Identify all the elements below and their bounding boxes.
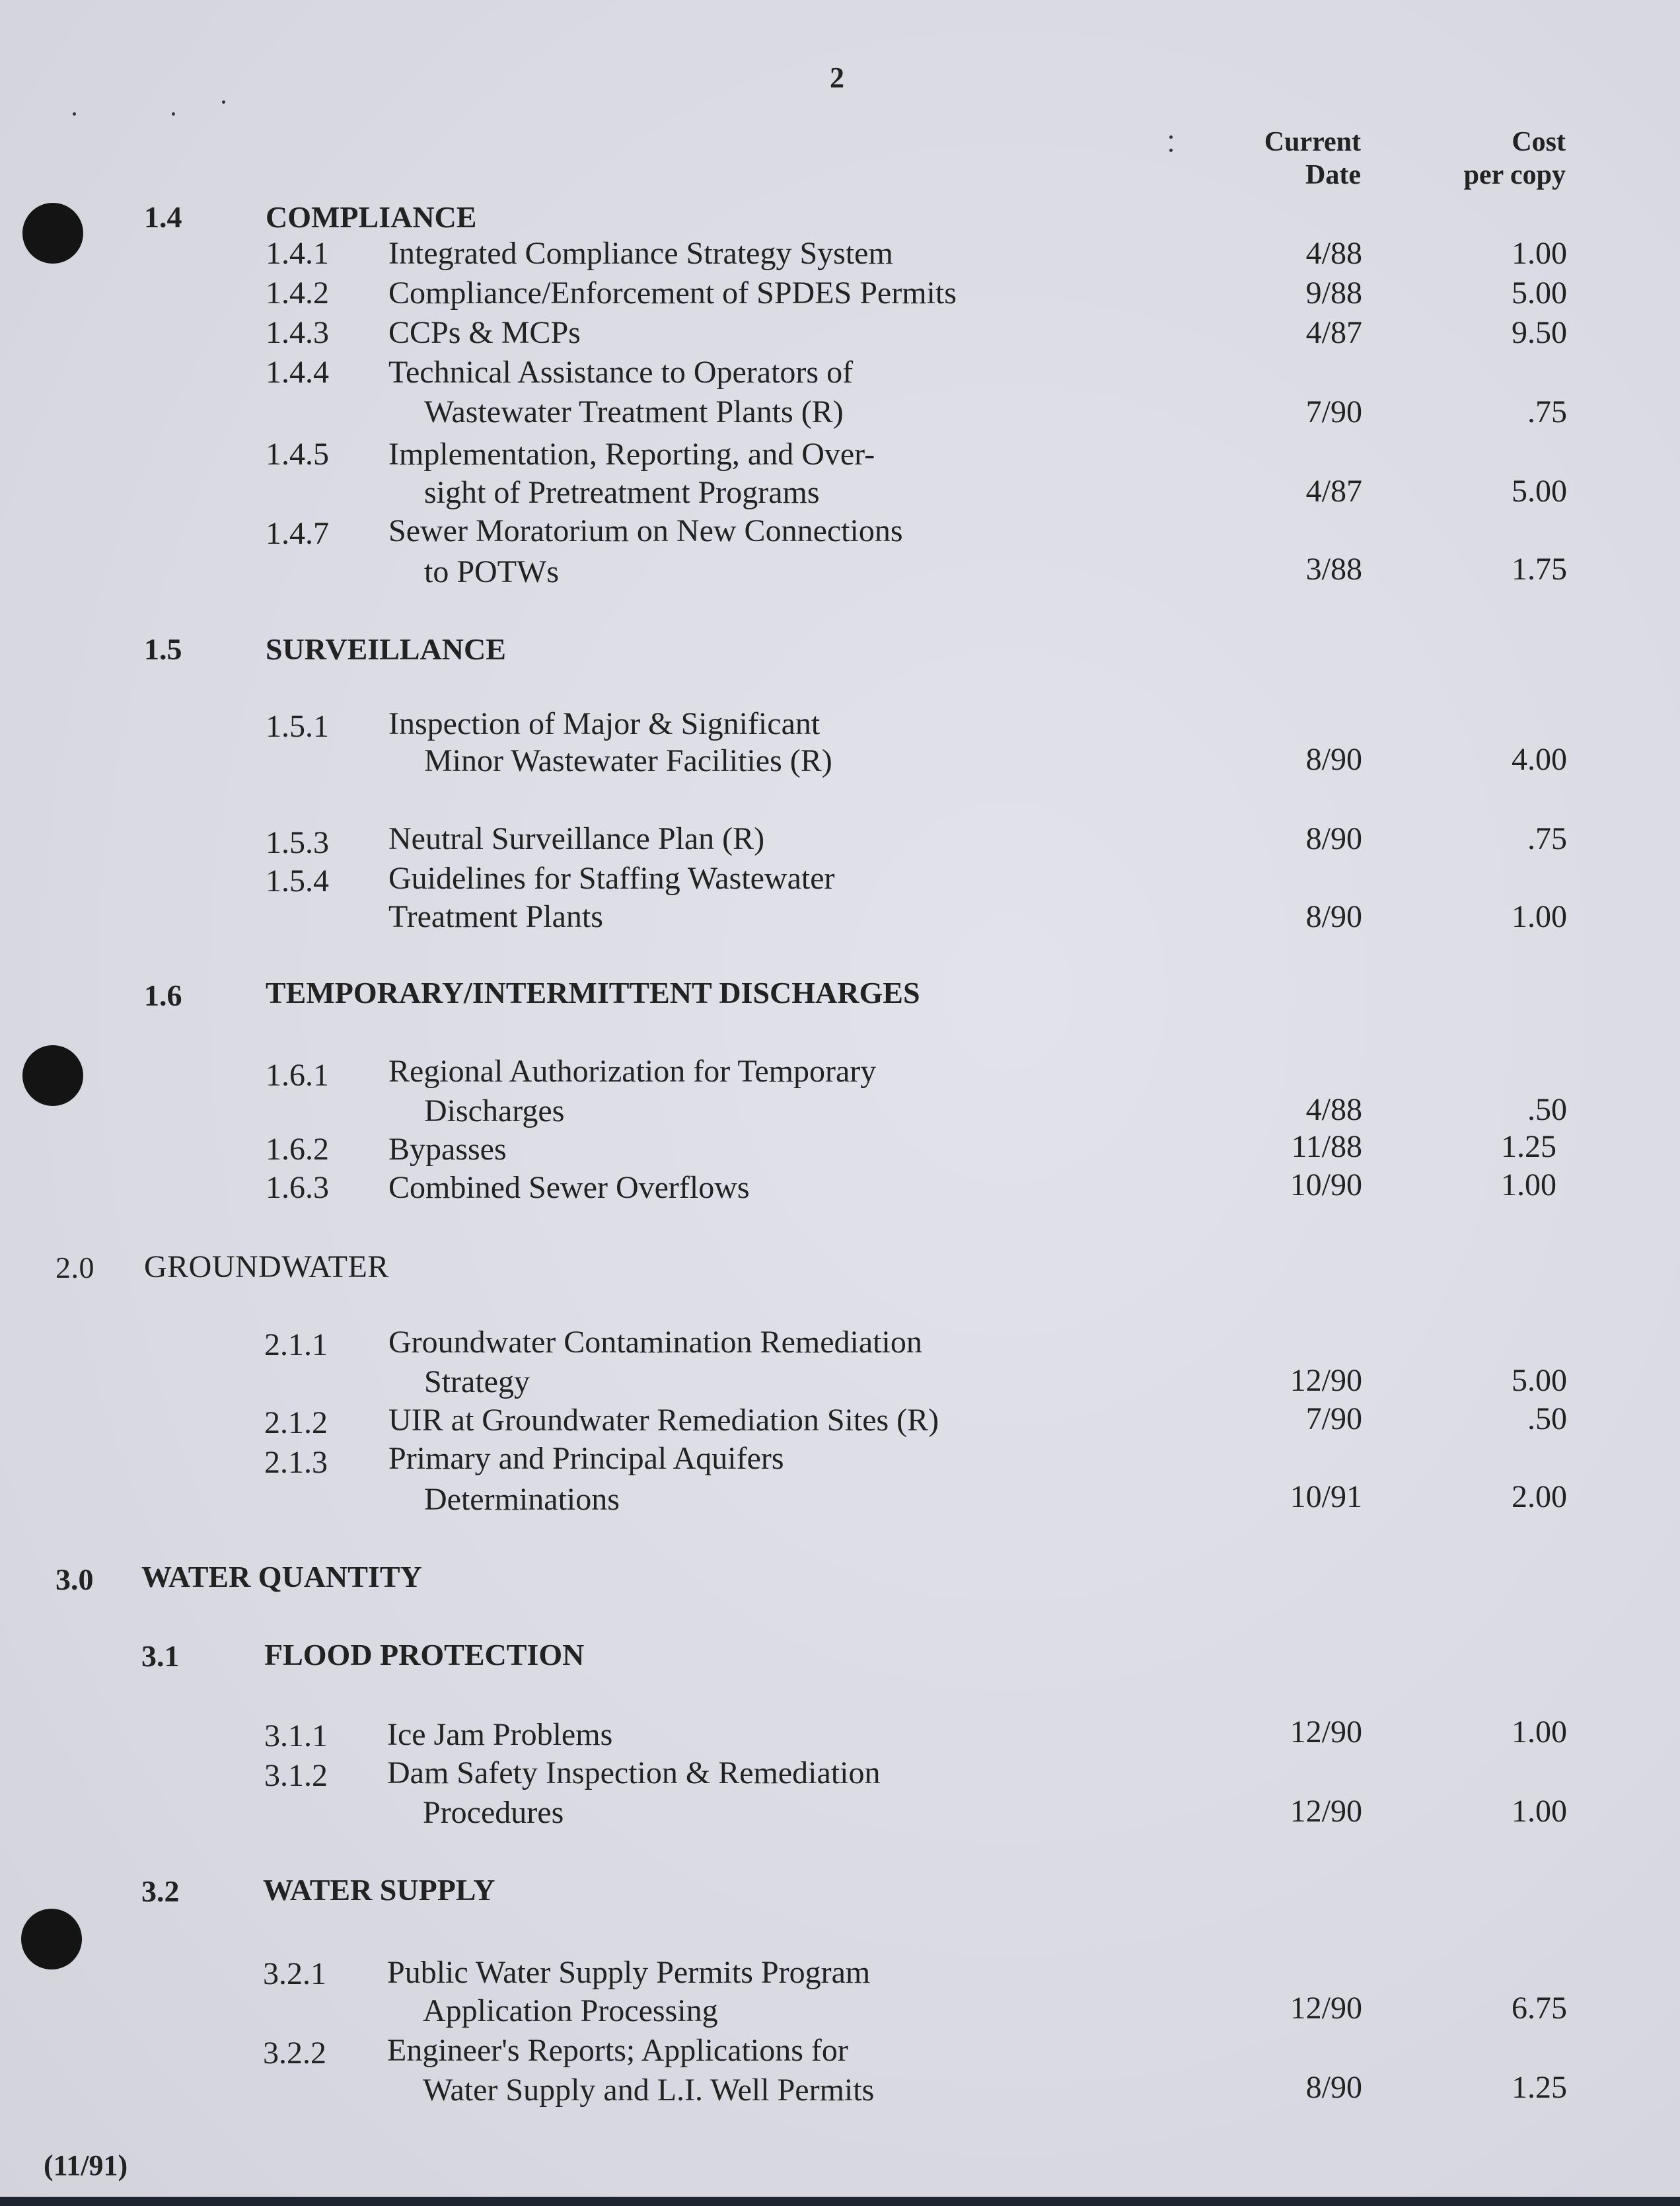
- item-date: 10/90: [1290, 1167, 1362, 1202]
- section-number: 3.0: [55, 1563, 94, 1596]
- item-date: 12/90: [1290, 1991, 1362, 2026]
- item-title-continued: to POTWs: [424, 554, 559, 589]
- item-cost: .50: [1527, 1401, 1567, 1436]
- item-cost: 1.00: [1512, 1794, 1567, 1829]
- item-cost: 2.00: [1512, 1479, 1567, 1514]
- item-title-continued: sight of Pretreatment Programs: [424, 475, 820, 510]
- section-number: 1.5: [144, 632, 182, 666]
- item-date: 7/90: [1305, 394, 1362, 429]
- binder-hole-top: [22, 203, 83, 264]
- cost-header-line2: per copy: [1463, 160, 1566, 191]
- date-column-header: [1229, 126, 1361, 192]
- item-number: 1.6.2: [266, 1132, 329, 1167]
- item-date: 4/87: [1305, 315, 1362, 350]
- item-cost: .75: [1527, 394, 1567, 429]
- item-cost: .50: [1527, 1092, 1567, 1127]
- section-title: WATER SUPPLY: [263, 1873, 495, 1907]
- item-date: 4/88: [1305, 236, 1362, 271]
- item-cost: 1.00: [1512, 1714, 1567, 1749]
- item-title-continued: Minor Wastewater Facilities (R): [424, 743, 832, 778]
- item-number: 1.4.3: [266, 315, 329, 350]
- item-title-continued: Procedures: [423, 1795, 564, 1830]
- item-date: 12/90: [1290, 1794, 1362, 1829]
- item-number: 1.4.4: [266, 355, 329, 390]
- item-cost: 1.00: [1512, 236, 1567, 271]
- item-title: Regional Authorization for Temporary: [388, 1054, 877, 1089]
- item-date: 4/87: [1305, 474, 1362, 509]
- item-title: CCPs & MCPs: [388, 315, 581, 350]
- date-header-line1: Current: [1264, 127, 1361, 157]
- item-number: 2.1.1: [264, 1327, 328, 1362]
- item-number: 1.5.4: [266, 864, 329, 899]
- item-date: 7/90: [1305, 1401, 1362, 1436]
- section-number: 3.1: [141, 1639, 180, 1673]
- section-title: COMPLIANCE: [266, 200, 477, 234]
- item-cost: 4.00: [1512, 742, 1567, 777]
- item-title: Dam Safety Inspection & Remediation: [387, 1755, 881, 1790]
- item-number: 1.5.3: [266, 825, 329, 860]
- binder-hole-middle: [22, 1045, 83, 1106]
- item-date: 11/88: [1291, 1129, 1362, 1164]
- item-title: Combined Sewer Overflows: [388, 1170, 750, 1205]
- item-title: Neutral Surveillance Plan (R): [388, 821, 765, 856]
- cost-column-header: [1434, 126, 1566, 192]
- item-title-continued: Treatment Plants: [388, 899, 603, 934]
- item-title: Compliance/Enforcement of SPDES Permits: [388, 276, 957, 311]
- scan-edge: [0, 2197, 1680, 2206]
- item-date: 3/88: [1305, 552, 1362, 587]
- item-cost: .75: [1527, 821, 1567, 856]
- item-title: Ice Jam Problems: [387, 1717, 613, 1752]
- item-cost: 1.00: [1512, 899, 1567, 934]
- item-cost: 5.00: [1512, 474, 1567, 509]
- section-number: 2.0: [55, 1251, 94, 1284]
- item-date: 8/90: [1305, 742, 1362, 777]
- item-number: 3.2.1: [263, 1956, 326, 1991]
- item-title-continued: Application Processing: [423, 1993, 718, 2028]
- item-number: 2.1.2: [264, 1405, 328, 1440]
- section-number: 3.2: [141, 1874, 180, 1908]
- cost-header-line1: Cost: [1512, 127, 1566, 157]
- item-date: 10/91: [1290, 1479, 1362, 1514]
- item-cost: 9.50: [1512, 315, 1567, 350]
- item-cost: 5.00: [1512, 276, 1567, 311]
- item-number: 1.4.7: [266, 516, 329, 551]
- item-date: 8/90: [1305, 821, 1362, 856]
- item-title: Technical Assistance to Operators of: [388, 355, 854, 390]
- item-date: 8/90: [1305, 2070, 1362, 2105]
- item-title: Sewer Moratorium on New Connections: [388, 513, 903, 548]
- item-cost: 1.25: [1512, 2070, 1567, 2105]
- item-cost: 6.75: [1512, 1991, 1567, 2026]
- section-number: 1.6: [144, 978, 182, 1012]
- section-title: WATER QUANTITY: [141, 1560, 422, 1594]
- item-date: 9/88: [1305, 276, 1362, 311]
- section-number: 1.4: [144, 200, 182, 234]
- speck: [73, 112, 76, 116]
- item-title: UIR at Groundwater Remediation Sites (R): [388, 1403, 939, 1438]
- item-title: Guidelines for Staffing Wastewater: [388, 861, 835, 896]
- item-cost: 5.00: [1512, 1363, 1567, 1398]
- binder-hole-bottom: [21, 1909, 82, 1969]
- item-number: 1.6.3: [266, 1170, 329, 1205]
- item-number: 3.1.1: [264, 1718, 328, 1753]
- item-date: 12/90: [1290, 1714, 1362, 1749]
- item-title: Primary and Principal Aquifers: [388, 1441, 784, 1476]
- item-title: Implementation, Reporting, and Over-: [388, 437, 875, 472]
- item-cost: 1.00: [1501, 1167, 1556, 1202]
- item-number: 3.1.2: [264, 1758, 328, 1793]
- item-title: Engineer's Reports; Applications for: [387, 2033, 848, 2068]
- footer-date-code: (11/91): [44, 2149, 128, 2182]
- speck: [172, 112, 175, 116]
- page-number: 2: [830, 61, 844, 94]
- item-title-continued: Determinations: [424, 1482, 620, 1517]
- item-number: 2.1.3: [264, 1445, 328, 1480]
- item-date: 8/90: [1305, 899, 1362, 934]
- item-cost: 1.25: [1501, 1129, 1556, 1164]
- speck: [222, 100, 225, 104]
- section-title: FLOOD PROTECTION: [264, 1638, 585, 1672]
- item-title-continued: Discharges: [424, 1093, 565, 1128]
- item-number: 1.5.1: [266, 709, 329, 744]
- speck: [1169, 149, 1173, 152]
- item-date: 4/88: [1305, 1092, 1362, 1127]
- item-number: 1.4.5: [266, 437, 329, 472]
- date-header-line2: Date: [1305, 160, 1361, 191]
- section-title: SURVEILLANCE: [266, 632, 506, 666]
- item-title-continued: Wastewater Treatment Plants (R): [424, 394, 844, 429]
- item-number: 3.2.2: [263, 2036, 326, 2071]
- item-title: Bypasses: [388, 1132, 507, 1167]
- speck: [1169, 135, 1173, 139]
- section-title: GROUNDWATER: [144, 1249, 389, 1284]
- item-title: Groundwater Contamination Remediation: [388, 1325, 922, 1360]
- section-title: TEMPORARY/INTERMITTENT DISCHARGES: [266, 976, 920, 1010]
- item-cost: 1.75: [1512, 552, 1567, 587]
- item-title-continued: Water Supply and L.I. Well Permits: [423, 2073, 875, 2108]
- item-title: Public Water Supply Permits Program: [387, 1955, 871, 1990]
- item-title-continued: Strategy: [424, 1364, 530, 1399]
- item-title: Integrated Compliance Strategy System: [388, 236, 893, 271]
- item-title: Inspection of Major & Significant: [388, 706, 821, 741]
- item-date: 12/90: [1290, 1363, 1362, 1398]
- item-number: 1.4.1: [266, 236, 329, 271]
- item-number: 1.6.1: [266, 1058, 329, 1093]
- item-number: 1.4.2: [266, 276, 329, 311]
